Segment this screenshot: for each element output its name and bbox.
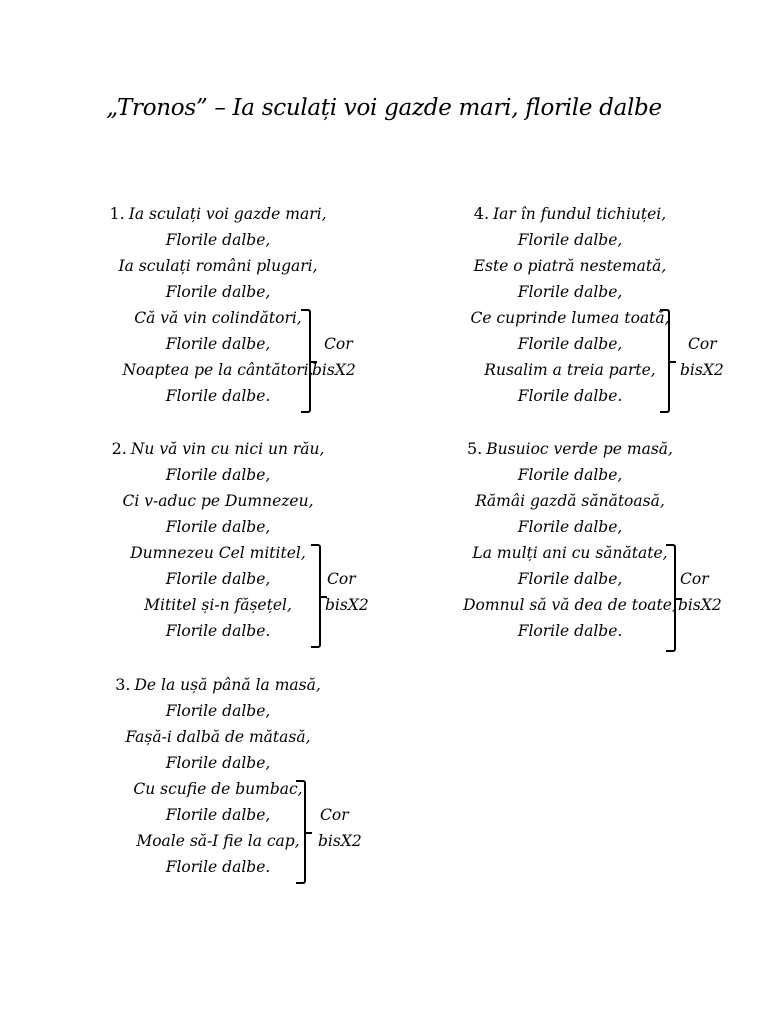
stanza-line: Florile dalbe,	[517, 335, 623, 353]
stanza-line: Florile dalbe.	[165, 387, 271, 405]
stanza-line: Mititel și-n fășețel,	[144, 596, 292, 614]
stanza-line: Ce cuprinde lumea toată,	[470, 309, 670, 327]
stanza-line	[450, 201, 690, 227]
stanza-line: Florile dalbe.	[165, 858, 271, 876]
chorus-label: Cor	[327, 570, 356, 588]
stanza-line: Florile dalbe,	[165, 518, 271, 536]
stanza-line: Moale să-I fie la cap,	[136, 832, 300, 850]
repeat-label: bisX2	[680, 361, 724, 379]
stanza-line: Florile dalbe,	[517, 466, 623, 484]
stanza-line	[98, 201, 338, 227]
stanza-number: 1.	[109, 204, 125, 223]
stanza-line: Florile dalbe,	[165, 806, 271, 824]
stanza-line: Rusalim a treia parte,	[484, 361, 656, 379]
stanza-line-text: Nu vă vin cu nici un rău,	[130, 440, 325, 458]
stanza-line: La mulți ani cu sănătate,	[472, 544, 668, 562]
stanza-line-text: Busuioc verde pe masă,	[486, 440, 673, 458]
stanza-line: Florile dalbe,	[517, 283, 623, 301]
stanza-line	[98, 672, 338, 698]
stanza-line: Florile dalbe,	[165, 702, 271, 720]
stanza-number: 2.	[111, 439, 127, 458]
repeat-label: bisX2	[325, 596, 369, 614]
stanza-line	[450, 436, 690, 462]
stanza-number: 3.	[115, 675, 131, 694]
stanza-line: Florile dalbe,	[517, 231, 623, 249]
repeat-label: bisX2	[312, 361, 356, 379]
stanza-line: Florile dalbe.	[517, 387, 623, 405]
stanza-line-text: Iar în fundul tichiuței,	[493, 205, 667, 223]
page-title: „Tronos” – Ia sculați voi gazde mari, florile dalbe	[106, 95, 662, 121]
chorus-bracket	[666, 544, 676, 652]
stanza-line: Dumnezeu Cel mititel,	[130, 544, 306, 562]
repeat-label: bisX2	[318, 832, 362, 850]
chorus-bracket	[660, 309, 670, 413]
stanza-line: Florile dalbe,	[517, 518, 623, 536]
stanza-line: Ia sculați români plugari,	[118, 257, 318, 275]
stanza-number: 5.	[467, 439, 483, 458]
chorus-bracket	[296, 780, 306, 884]
stanza-line: Florile dalbe.	[517, 622, 623, 640]
chorus-label: Cor	[324, 335, 353, 353]
stanza-line: Florile dalbe,	[165, 466, 271, 484]
chorus-bracket	[301, 309, 311, 413]
chorus-label: Cor	[320, 806, 349, 824]
stanza-line: Domnul să vă dea de toate,	[463, 596, 677, 614]
stanza-line: Ci v-aduc pe Dumnezeu,	[122, 492, 314, 510]
stanza-line: Florile dalbe,	[517, 570, 623, 588]
stanza-line	[98, 436, 338, 462]
stanza-line: Că vă vin colindători,	[134, 309, 302, 327]
stanza-number: 4.	[473, 204, 490, 223]
stanza-line: Este o piatră nestemată,	[473, 257, 667, 275]
stanza-line-text: De la ușă până la masă,	[134, 676, 321, 694]
repeat-label: bisX2	[678, 596, 722, 614]
stanza-line: Florile dalbe,	[165, 754, 271, 772]
stanza-line: Florile dalbe,	[165, 570, 271, 588]
stanza-line-text: Ia sculați voi gazde mari,	[128, 205, 327, 223]
stanza-line: Rămâi gazdă sănătoasă,	[475, 492, 665, 510]
stanza-line: Florile dalbe,	[165, 335, 271, 353]
stanza-line: Florile dalbe,	[165, 231, 271, 249]
chorus-bracket	[311, 544, 321, 648]
stanza-line: Fașă-i dalbă de mătasă,	[125, 728, 311, 746]
chorus-label: Cor	[680, 570, 709, 588]
chorus-label: Cor	[688, 335, 717, 353]
stanza-line: Noaptea pe la cântători,	[122, 361, 314, 379]
stanza-line: Florile dalbe.	[165, 622, 271, 640]
stanza-line: Cu scufie de bumbac,	[133, 780, 303, 798]
stanza-line: Florile dalbe,	[165, 283, 271, 301]
